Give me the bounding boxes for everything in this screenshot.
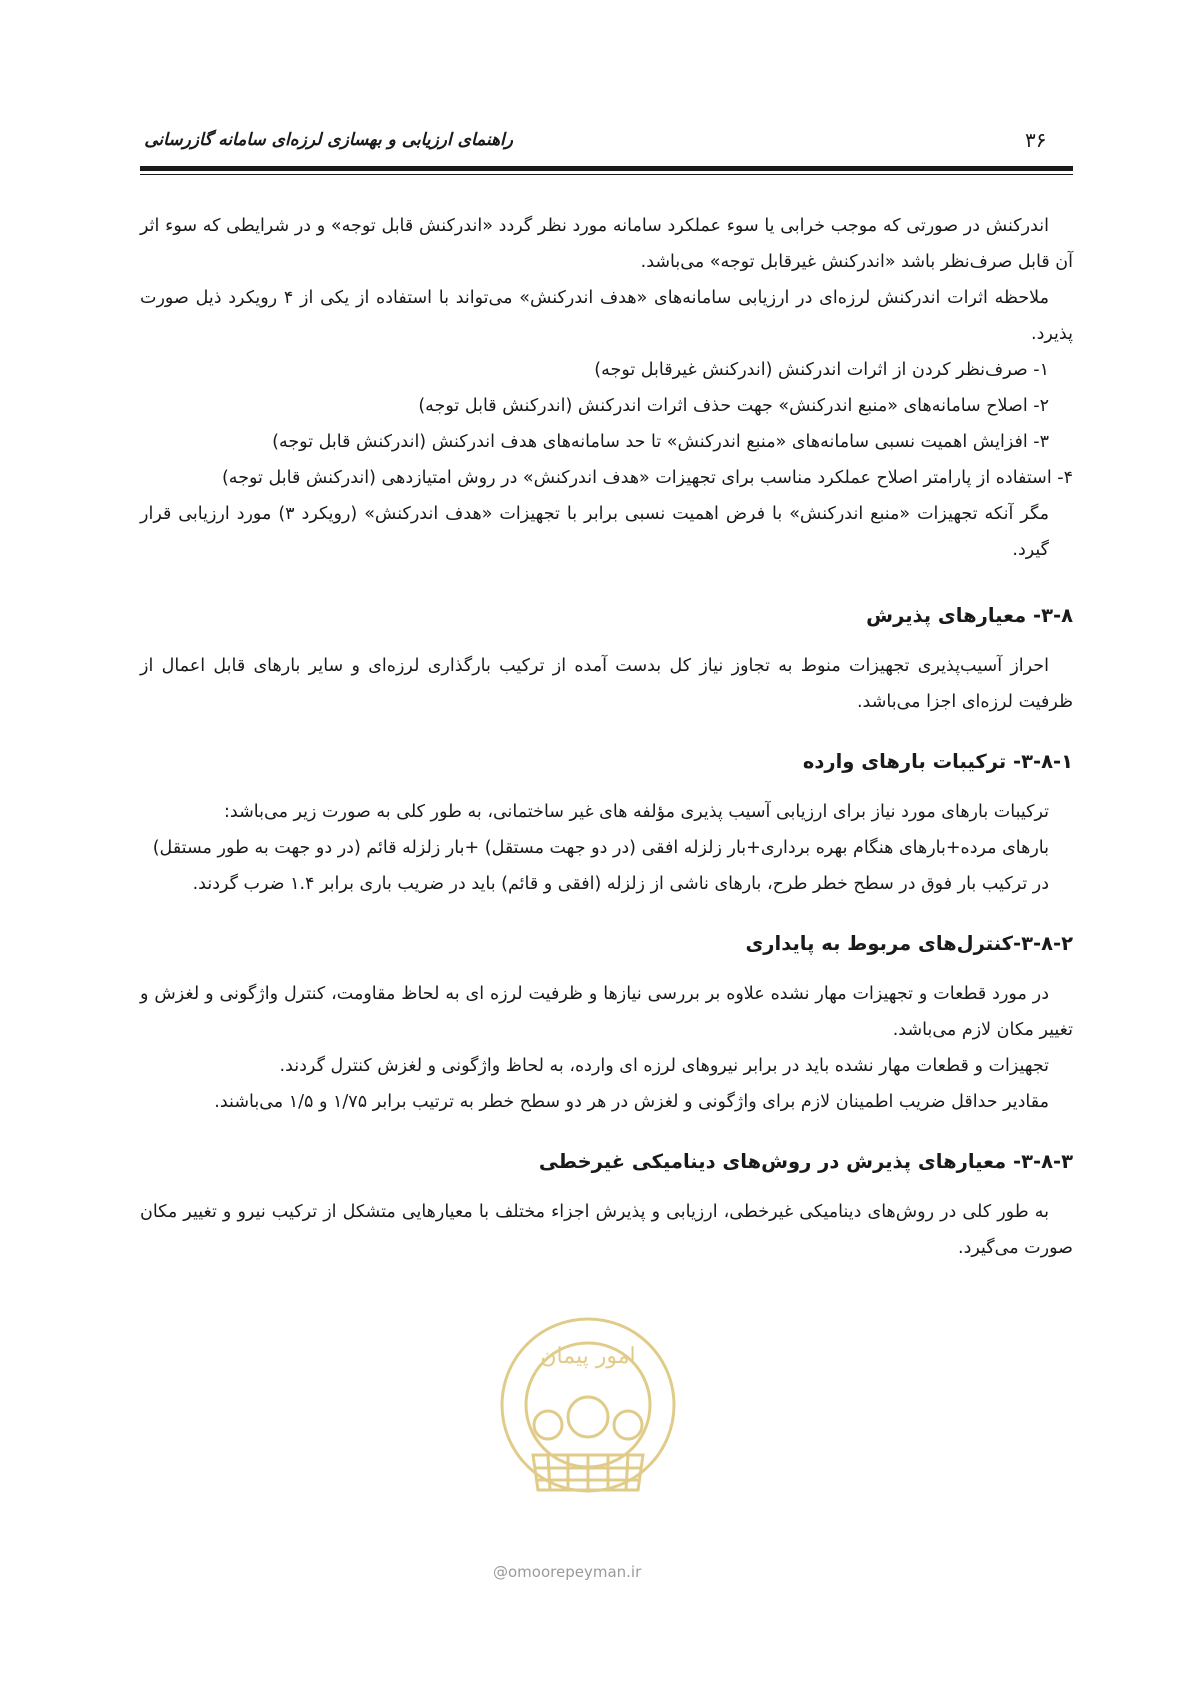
paragraph: احراز آسیب‌پذیری تجهیزات منوط به تجاوز نیاز کل بدست آمده از ترکیب بارگذاری لرزه‌ای و سایر بارهای قابل اعمال از ظرفیت لرزه‌ای اجزا می‌باشد.: [140, 656, 1073, 712]
watermark-seal: [488, 1305, 688, 1580]
watermark-url: @omoorepeyman.ir: [493, 1563, 642, 1581]
scales-icon: [534, 1411, 562, 1439]
seal-text: امور پیمان: [540, 1344, 636, 1369]
header-rule-thin: [140, 174, 1073, 175]
paragraph: در مورد قطعات و تجهیزات مهار نشده علاوه بر بررسی نیازها و ظرفیت لرزه ای به لحاظ مقاومت، کنترل واژگونی و لغزش و تغییر مکان لازم می‌باشد.: [140, 984, 1073, 1040]
paragraph: ملاحظه اثرات اندرکنش لرزه‌ای در ارزیابی سامانه‌های «هدف اندرکنش» می‌تواند با استفاده از یکی از ۴ رویکرد ذیل صورت پذیرد.: [140, 288, 1073, 344]
section-heading: ۳-۸-۱- ترکیبات بارهای وارده: [802, 750, 1073, 773]
list-item: ۴- استفاده از پارامتر اصلاح عملکرد مناسب برای تجهیزات «هدف اندرکنش» در روش امتیازدهی (اندرکنش قابل توجه): [221, 468, 1073, 488]
page-number: ۳۶: [1025, 128, 1047, 152]
list-item: ۱- صرف‌نظر کردن از اثرات اندرکنش (اندرکنش غیرقابل توجه): [594, 360, 1049, 380]
running-header: [140, 128, 1073, 164]
gear-icon: [614, 1411, 642, 1439]
body-text: [140, 208, 1073, 1266]
header-rule-thick: [140, 166, 1073, 171]
paragraph: مقادیر حداقل ضریب اطمینان لازم برای واژگونی و لغزش در هر دو سطح خطر به ترتیب برابر ۱/۷۵ و ۱/۵ می‌باشند.: [214, 1092, 1049, 1112]
list-item-continuation: مگر آنکه تجهیزات «منبع اندرکنش» با فرض اهمیت نسبی برابر با تجهیزات «هدف اندرکنش» (رویکرد ۳) مورد ارزیابی قرار گیرد.: [140, 504, 1049, 560]
paragraph: اندرکنش در صورتی که موجب خرابی یا سوء عملکرد سامانه مورد نظر گردد «اندرکنش قابل توجه» و در شرایطی که سوء اثر آن قابل صرف‌نظر باشد «اندرکنش غیرقابل توجه» می‌باشد.: [140, 216, 1073, 272]
section-heading: ۳-۸-۳- معیارهای پذیرش در روش‌های دینامیکی غیرخطی: [538, 1150, 1073, 1173]
list-item: ۲- اصلاح سامانه‌های «منبع اندرکنش» جهت حذف اثرات اندرکنش (اندرکنش قابل توجه): [418, 396, 1049, 416]
section-heading: ۳-۸-۲-کنترل‌های مربوط به پایداری: [745, 932, 1073, 955]
approach-list: [140, 352, 1073, 568]
section-heading: ۳-۸- معیارهای پذیرش: [866, 604, 1073, 627]
paragraph: تجهیزات و قطعات مهار نشده باید در برابر نیروهای لرزه ای وارده، به لحاظ واژگونی و لغزش کنترل گردند.: [279, 1056, 1049, 1076]
paragraph: به طور کلی در روش‌های دینامیکی غیرخطی، ارزیابی و پذیرش اجزاء مختلف با معیارهایی متشکل از ترکیب نیرو و تغییر مکان صورت می‌گیرد.: [140, 1202, 1073, 1258]
running-title: راهنمای ارزیابی و بهسازی لرزه‌ای سامانه گازرسانی: [144, 130, 513, 150]
paragraph: ترکیبات بارهای مورد نیاز برای ارزیابی آسیب پذیری مؤلفه های غیر ساختمانی، به طور کلی به صورت زیر می‌باشد:: [224, 802, 1049, 822]
paragraph: در ترکیب بار فوق در سطح خطر طرح، بارهای ناشی از زلزله (افقی و قائم) باید در ضریب باری برابر ۱.۴ ضرب گردند.: [192, 874, 1049, 894]
list-item: ۳- افزایش اهمیت نسبی سامانه‌های «منبع اندرکنش» تا حد سامانه‌های هدف اندرکنش (اندرکنش قابل توجه): [272, 432, 1049, 452]
paragraph: بارهای مرده+بارهای هنگام بهره برداری+بار زلزله افقی (در دو جهت مستقل) +بار زلزله قائم (در دو جهت به طور مستقل): [152, 838, 1049, 858]
gear-icon: [568, 1397, 608, 1437]
grid-lines: [535, 1455, 641, 1490]
